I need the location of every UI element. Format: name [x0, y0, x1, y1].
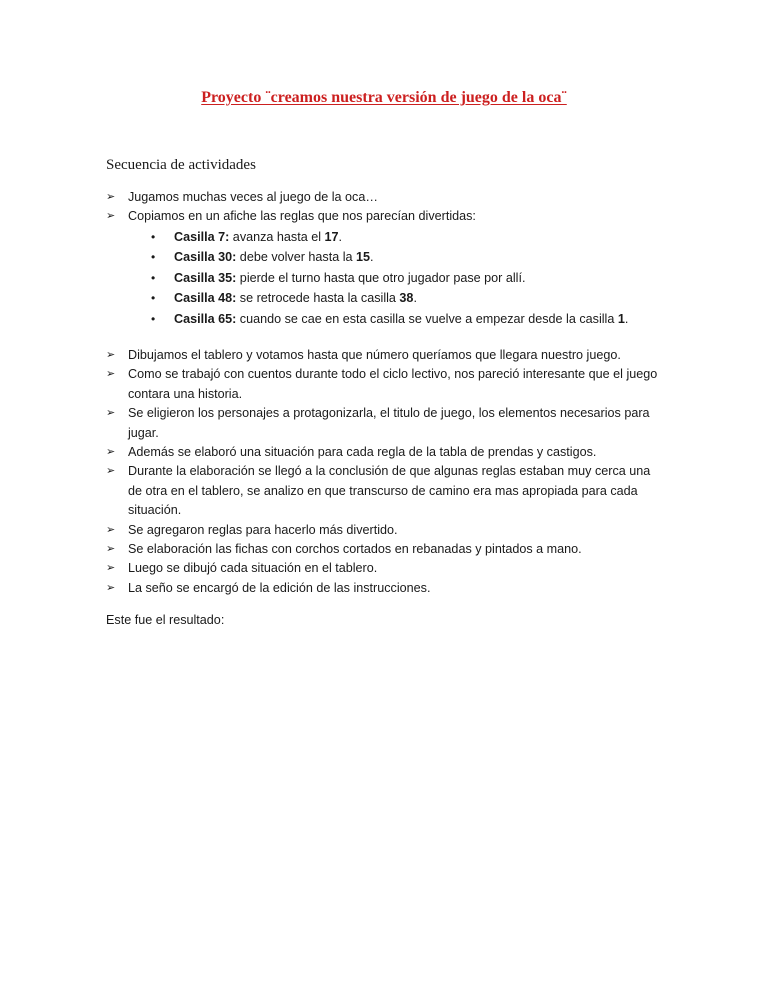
activities-list-part-one: [106, 188, 666, 329]
rule-text: avanza hasta el: [229, 229, 325, 244]
rule-text: pierde el turno hasta que otro jugador pase por allí.: [236, 270, 526, 285]
rule-label: Casilla 30:: [174, 250, 237, 265]
rule-number: 15: [356, 250, 371, 265]
list-item: [106, 207, 666, 329]
arrow-bullet-icon: ➢: [106, 446, 116, 459]
list-item: [106, 579, 666, 598]
rule-end: .: [370, 250, 374, 265]
list-item: [106, 540, 666, 559]
arrow-bullet-icon: ➢: [106, 543, 116, 556]
rule-item: [128, 247, 666, 268]
list-item-text: Luego se dibujó cada situación en el tablero.: [128, 561, 378, 576]
rule-text: se retrocede hasta la casilla: [236, 291, 400, 306]
list-item-text: Copiamos en un afiche las reglas que nos parecían divertidas:: [128, 209, 476, 224]
arrow-bullet-icon: ➢: [106, 349, 116, 361]
list-item: [106, 365, 666, 404]
rule-number: 1: [617, 311, 625, 326]
list-item-text: Además se elaboró una situación para cada regla de la tabla de prendas y castigos.: [128, 445, 597, 460]
list-item: [106, 188, 666, 207]
result-caption: Este fue el resultado:: [106, 613, 225, 627]
list-item: [106, 462, 666, 520]
arrow-bullet-icon: ➢: [106, 562, 116, 575]
arrow-bullet-icon: ➢: [106, 581, 116, 594]
document-title: Proyecto ¨creamos nuestra versión de juego de la oca¨: [201, 89, 567, 106]
rule-item: [128, 309, 666, 330]
arrow-bullet-icon: ➢: [106, 210, 116, 223]
rule-end: .: [624, 311, 629, 326]
rule-number: 17: [324, 229, 339, 244]
rule-label: Casilla 7:: [174, 229, 230, 244]
rule-end: .: [338, 229, 343, 244]
list-item-text: La seño se encargó de la edición de las instrucciones.: [128, 580, 431, 595]
rule-label: Casilla 48:: [174, 291, 237, 306]
round-bullet-icon: •: [151, 311, 156, 326]
activities-list-part-two: [106, 346, 666, 598]
round-bullet-icon: •: [151, 229, 156, 244]
round-bullet-icon: •: [151, 291, 156, 306]
list-item-text: Como se trabajó con cuentos durante todo el ciclo lectivo, nos pareció interesante que el juego contara una historia.: [128, 367, 658, 401]
rule-item: [128, 227, 666, 248]
list-item-text: Dibujamos el tablero y votamos hasta que número queríamos que llegara nuestro juego.: [128, 348, 621, 362]
list-item: [106, 521, 666, 540]
rule-label: Casilla 65:: [174, 311, 237, 326]
rule-label: Casilla 35:: [174, 270, 237, 285]
list-item: [106, 559, 666, 578]
list-item: [106, 346, 666, 365]
arrow-bullet-icon: ➢: [106, 523, 116, 536]
rules-list: [128, 227, 666, 330]
list-item: [106, 404, 666, 443]
arrow-bullet-icon: ➢: [106, 191, 116, 203]
round-bullet-icon: •: [151, 250, 156, 265]
list-item-text: Se elaboración las fichas con corchos cortados en rebanadas y pintados a mano.: [128, 542, 582, 557]
list-item-text: Durante la elaboración se llegó a la conclusión de que algunas reglas estaban muy cerca una de otra en el tablero, se analizo en que transcurso de camino era mas apropiada para cada situación.: [128, 464, 651, 518]
list-item: [106, 443, 666, 462]
rule-text: debe volver hasta la: [236, 250, 357, 265]
list-item-text: Jugamos muchas veces al juego de la oca…: [128, 190, 378, 204]
list-item-text: Se eligieron los personajes a protagonizarla, el titulo de juego, los elementos necesarios para jugar.: [128, 406, 650, 440]
round-bullet-icon: •: [151, 270, 156, 285]
list-item-text: Se agregaron reglas para hacerlo más divertido.: [128, 522, 398, 537]
arrow-bullet-icon: ➢: [106, 407, 116, 420]
rule-item: [128, 268, 666, 289]
rule-number: 38: [399, 291, 414, 306]
section-heading: Secuencia de actividades: [106, 157, 256, 173]
rule-text: cuando se cae en esta casilla se vuelve a empezar desde la casilla: [236, 311, 618, 326]
rule-end: .: [413, 291, 417, 306]
arrow-bullet-icon: ➢: [106, 368, 116, 381]
arrow-bullet-icon: ➢: [106, 465, 116, 478]
rule-item: [128, 288, 666, 309]
